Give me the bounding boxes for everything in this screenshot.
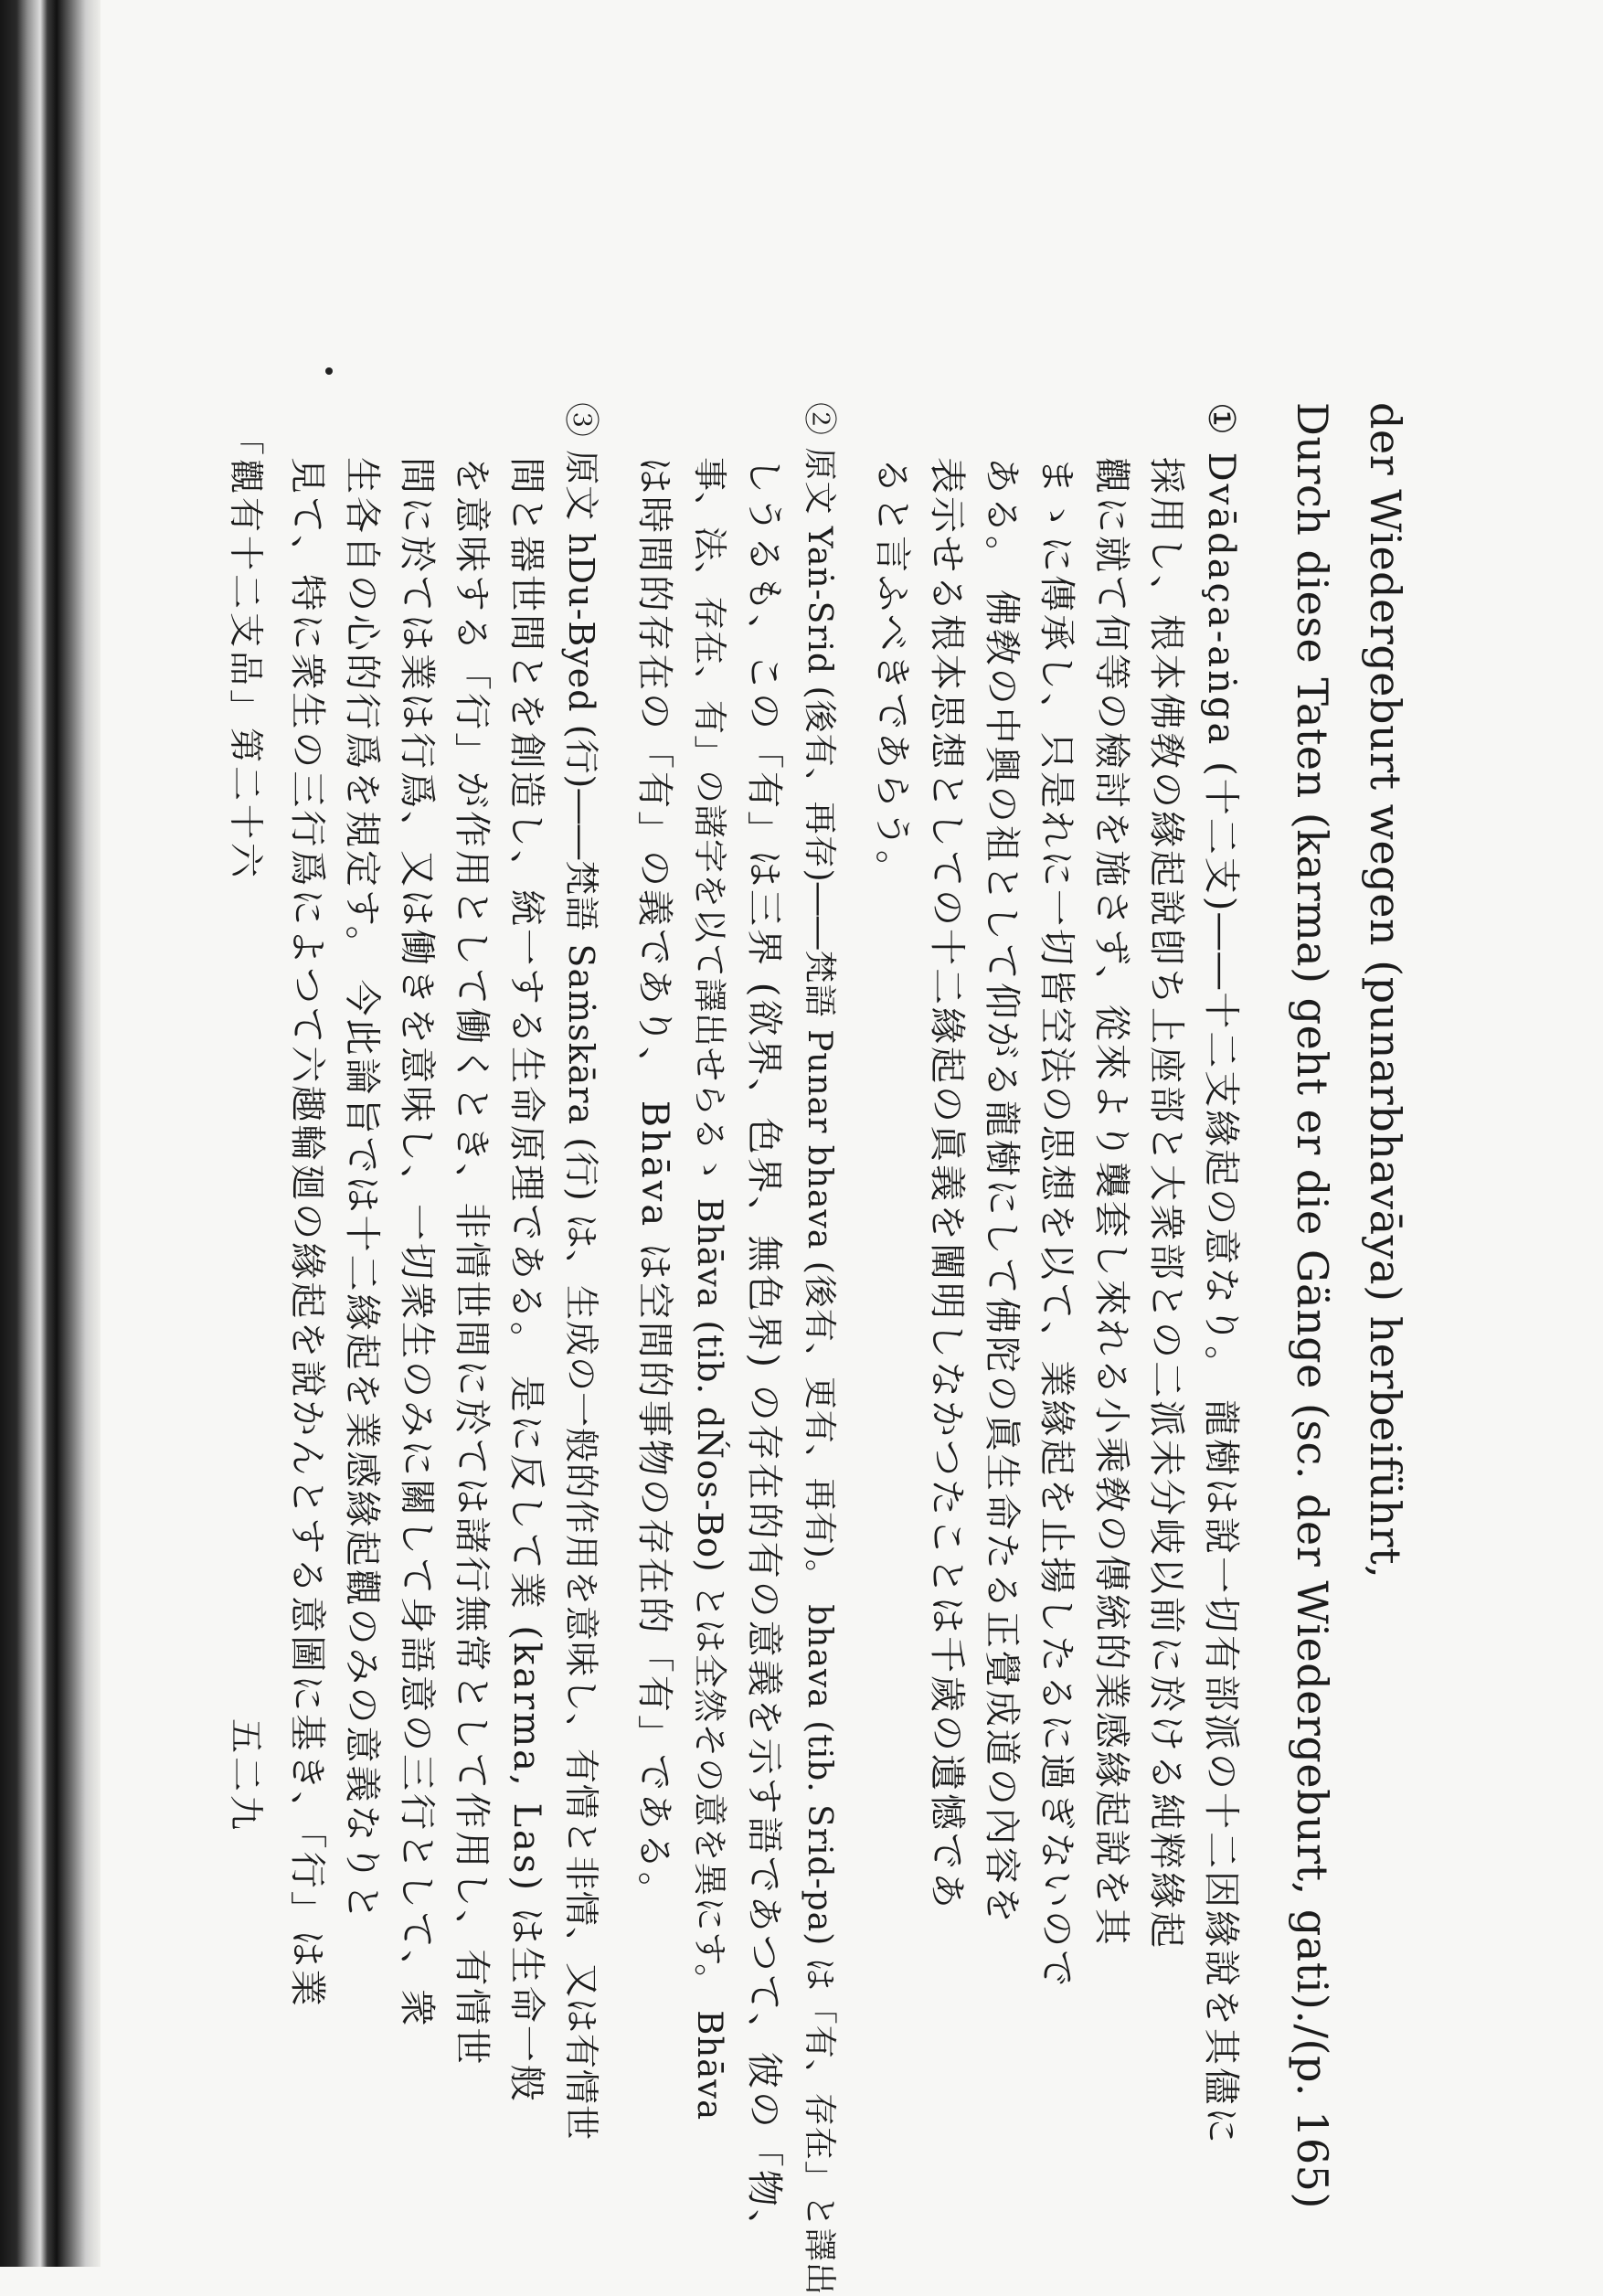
note-3-line-6: 見て、特に衆生の三行爲によつて六趣輪廻の緣起を說かんとする意圖に基き、「行」は業	[286, 457, 328, 2009]
page-number: 五二九	[226, 1718, 266, 1834]
note-1-line-3: 觀に就て何等の檢討を施さず、從來より襲套し來れる小乘敎の傳統的業感緣起說を其	[1090, 457, 1132, 1948]
ink-speck	[325, 367, 333, 375]
note-3-line-5: 生各自の心的行爲を規定す。 今此論旨では十二緣起を業感緣起觀のみの意義なりと	[341, 457, 383, 1923]
note-2-line-4: は時間的存在の「有」の義であり、 Bhāva は空間的事物の存在的「有」である。	[633, 457, 675, 1911]
note-1-line-6: 表示せる根本思想としての十二緣起の眞義を闡明しなかつたことは千歲の遺憾であ	[926, 457, 968, 1911]
note-1-line-1: ① Dvādaça-aṅga (十二支)――十二支緣起の意なり。 龍樹は說一切有部派の十二因緣說を其儘に	[1200, 402, 1242, 2147]
note-3-line-3: を意味する「行」が作用として働くとき、非情世間に於ては諸行無常として作用し、有情世	[451, 457, 493, 2067]
rotated-text-block	[201, 402, 1410, 2296]
note-1-line-5: ある。 佛敎の中興の祖として仰がる龍樹にして佛陀の眞生命たる正覺成道の內容を	[981, 457, 1023, 1926]
note-3-line-1: ③ 原文 hDu-Byed (行)――梵語 Saṁskāra (行) は、生成の一般的作用を意味し、有情と非情、又は有情世	[561, 402, 601, 2141]
note-2-line-1: ② 原文 Yaṅ-Srid (後有、再存)――梵語 Punar bhava (後有、更有、再有)。 bhava (tib. Srid-pa) は「有、存在」と譯出	[801, 402, 838, 2296]
note-1-line-4: まゝに傳承し、只是れに一切皆空法の思想を以て、業緣起を止揚したるに過ぎないので	[1035, 457, 1078, 1990]
note-1-line-2: 採用し、根本佛敎の緣起說卽ち上座部と大衆部との二派未分岐以前に於ける純粹緣起	[1145, 457, 1187, 1951]
note-2-line-2: しうるも、この「有」は三界 (欲界、色界、無色界) の存在的有の意義を示す語であつて、彼の「物、	[743, 457, 785, 2248]
note-3-line-4: 間に於ては業は行爲、又は働きを意味し、一切衆生のみに關して身語意の三行として、衆	[396, 457, 438, 2029]
note-1-line-7: ると言ふべきであらう。	[871, 457, 913, 889]
note-2-line-3: 事、法、存在、有」の諸字を以て譯出せらるゝ Bhāva (tib. dŃos-Bo) とは全然その意を異にす。 Bhāva	[690, 457, 729, 2121]
german-line-1: der Wiedergeburt wegen (punarbhavāya) herbeiführt,	[1361, 402, 1410, 1579]
running-head: 「觀有十二支品」第二十六	[226, 420, 266, 882]
german-line-2: Durch diese Taten (karma) geht er die Gänge (sc. der Wiedergeburt, gati)./(p. 165)	[1288, 402, 1337, 2209]
binding-edge	[0, 0, 101, 2267]
note-3-line-2: 間と器世間とを創造し、統一する生命原理である。 是に反して業 (karma, Las) は生命一般	[505, 457, 547, 2104]
